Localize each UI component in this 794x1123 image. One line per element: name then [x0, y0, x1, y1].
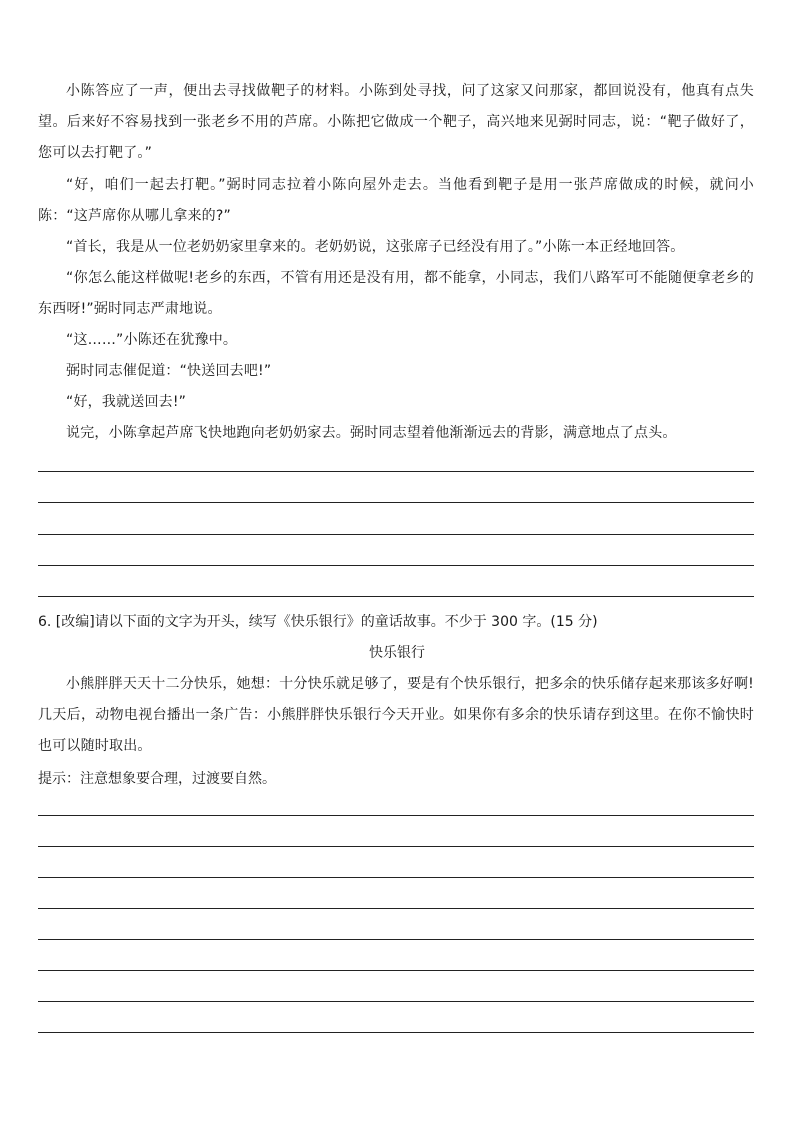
- story-paragraph-3: “首长，我是从一位老奶奶家里拿来的。老奶奶说，这张席子已经没有用了。”小陈一本正经地回答。: [66, 239, 685, 255]
- answer-line[interactable]: [38, 1032, 754, 1033]
- story-paragraph-2: “好，咱们一起去打靶。”弼时同志拉着小陈向屋外走去。当他看到靶子是用一张芦席做成的时候，就问小陈：“这芦席你从哪儿拿来的?”: [38, 177, 754, 224]
- answer-line[interactable]: [38, 1001, 754, 1002]
- answer-line[interactable]: [38, 815, 754, 816]
- answer-line[interactable]: [38, 502, 754, 503]
- story-paragraph-5: “这……”小陈还在犹豫中。: [66, 332, 238, 348]
- story-paragraph-8: 说完，小陈拿起芦席飞快地跑向老奶奶家去。弼时同志望着他渐渐远去的背影，满意地点了点头。: [66, 425, 677, 441]
- answer-line[interactable]: [38, 565, 754, 566]
- answer-line[interactable]: [38, 596, 754, 597]
- story-paragraph-1: 小陈答应了一声，便出去寻找做靶子的材料。小陈到处寻找，问了这家又问那家，都回说没有，他真有点失望。后来好不容易找到一张老乡不用的芦席。小陈把它做成一个靶子，高兴地来见弼时同志，说：“靶子做好了，您可以去打靶了。”: [38, 83, 754, 161]
- answer-line[interactable]: [38, 939, 754, 940]
- story-paragraph-6: 弼时同志催促道：“快送回去吧!”: [66, 363, 272, 379]
- question-6-opening: 小熊胖胖天天十二分快乐，她想：十分快乐就足够了，要是有个快乐银行，把多余的快乐储存起来那该多好啊!几天后，动物电视台播出一条广告：小熊胖胖快乐银行今天开业。如果你有多余的快乐请存到这里。在你不愉快时也可以随时取出。: [38, 676, 754, 754]
- story-paragraph-4: “你怎么能这样做呢!老乡的东西，不管有用还是没有用，都不能拿，小同志，我们八路军可不能随便拿老乡的东西呀!”弼时同志严肃地说。: [38, 270, 754, 317]
- story-paragraph-7: “好，我就送回去!”: [66, 394, 187, 410]
- answer-line[interactable]: [38, 877, 754, 878]
- answer-line[interactable]: [38, 534, 754, 535]
- answer-line[interactable]: [38, 908, 754, 909]
- question-6-hint: 提示：注意想象要合理，过渡要自然。: [38, 771, 276, 787]
- answer-line[interactable]: [38, 846, 754, 847]
- story-title: 快乐银行: [369, 645, 425, 661]
- answer-line[interactable]: [38, 970, 754, 971]
- question-6-prompt: 6. [改编]请以下面的文字为开头，续写《快乐银行》的童话故事。不少于 300 字。(15 分): [38, 614, 598, 630]
- answer-line[interactable]: [38, 471, 754, 472]
